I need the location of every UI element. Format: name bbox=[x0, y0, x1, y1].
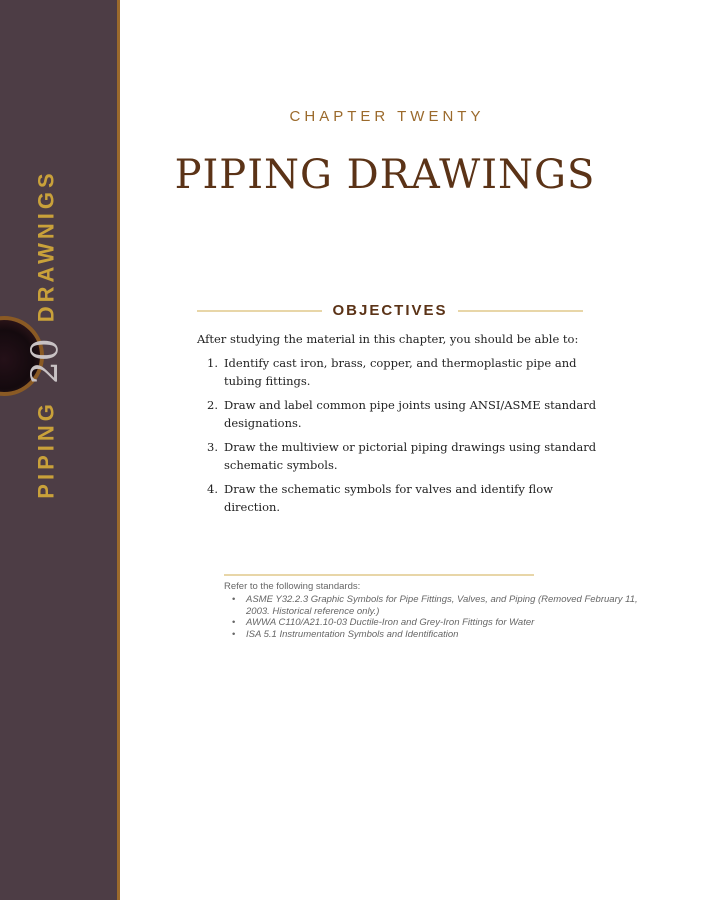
standards-heading: Refer to the following standards: bbox=[224, 581, 361, 592]
heading-rule-left bbox=[197, 310, 322, 312]
objective-number: 4. bbox=[207, 482, 218, 496]
sidebar-word-drawings: DRAWNIGS bbox=[33, 169, 58, 323]
chapter-label: CHAPTER TWENTY bbox=[289, 108, 485, 125]
objectives-heading bbox=[197, 302, 583, 319]
standards-divider bbox=[224, 574, 534, 576]
chapter-title: PIPING DRAWINGS bbox=[174, 152, 596, 198]
sidebar-word-piping: PIPING bbox=[33, 400, 58, 499]
standard-item: • ASME Y32.2.3 Graphic Symbols for Pipe Fittings, Valves, and Piping (Removed February 11, 2003. Historical reference only.) bbox=[224, 594, 654, 617]
standards-list bbox=[224, 594, 654, 640]
objective-number: 2. bbox=[207, 398, 218, 412]
objective-text: Identify cast iron, brass, copper, and thermoplastic pipe and tubing fittings. bbox=[224, 356, 577, 388]
objective-item bbox=[197, 438, 597, 474]
objective-number: 3. bbox=[207, 440, 218, 454]
standard-item: • AWWA C110/A21.10-03 Ductile-Iron and Grey-Iron Fittings for Water bbox=[224, 617, 654, 629]
objective-number: 1. bbox=[207, 356, 218, 370]
objective-text: Draw the schematic symbols for valves and identify flow direction. bbox=[224, 482, 553, 514]
sidebar-chapter-number: 20 bbox=[25, 338, 67, 385]
heading-rule-right bbox=[458, 310, 583, 312]
objectives-list bbox=[197, 354, 597, 522]
objective-item bbox=[197, 396, 597, 432]
objective-item bbox=[197, 480, 597, 516]
standard-item: • ISA 5.1 Instrumentation Symbols and Identification bbox=[224, 629, 654, 641]
chapter-sidebar bbox=[0, 0, 120, 900]
objective-text: Draw the multiview or pictorial piping drawings using standard schematic symbols. bbox=[224, 440, 597, 472]
objectives-intro: After studying the material in this chapter, you should be able to: bbox=[197, 332, 579, 346]
objective-item bbox=[197, 354, 597, 390]
objectives-heading-label: OBJECTIVES bbox=[332, 302, 448, 319]
objective-text: Draw and label common pipe joints using ANSI/ASME standard designations. bbox=[224, 398, 597, 430]
sidebar-chapter-label bbox=[26, 169, 67, 498]
